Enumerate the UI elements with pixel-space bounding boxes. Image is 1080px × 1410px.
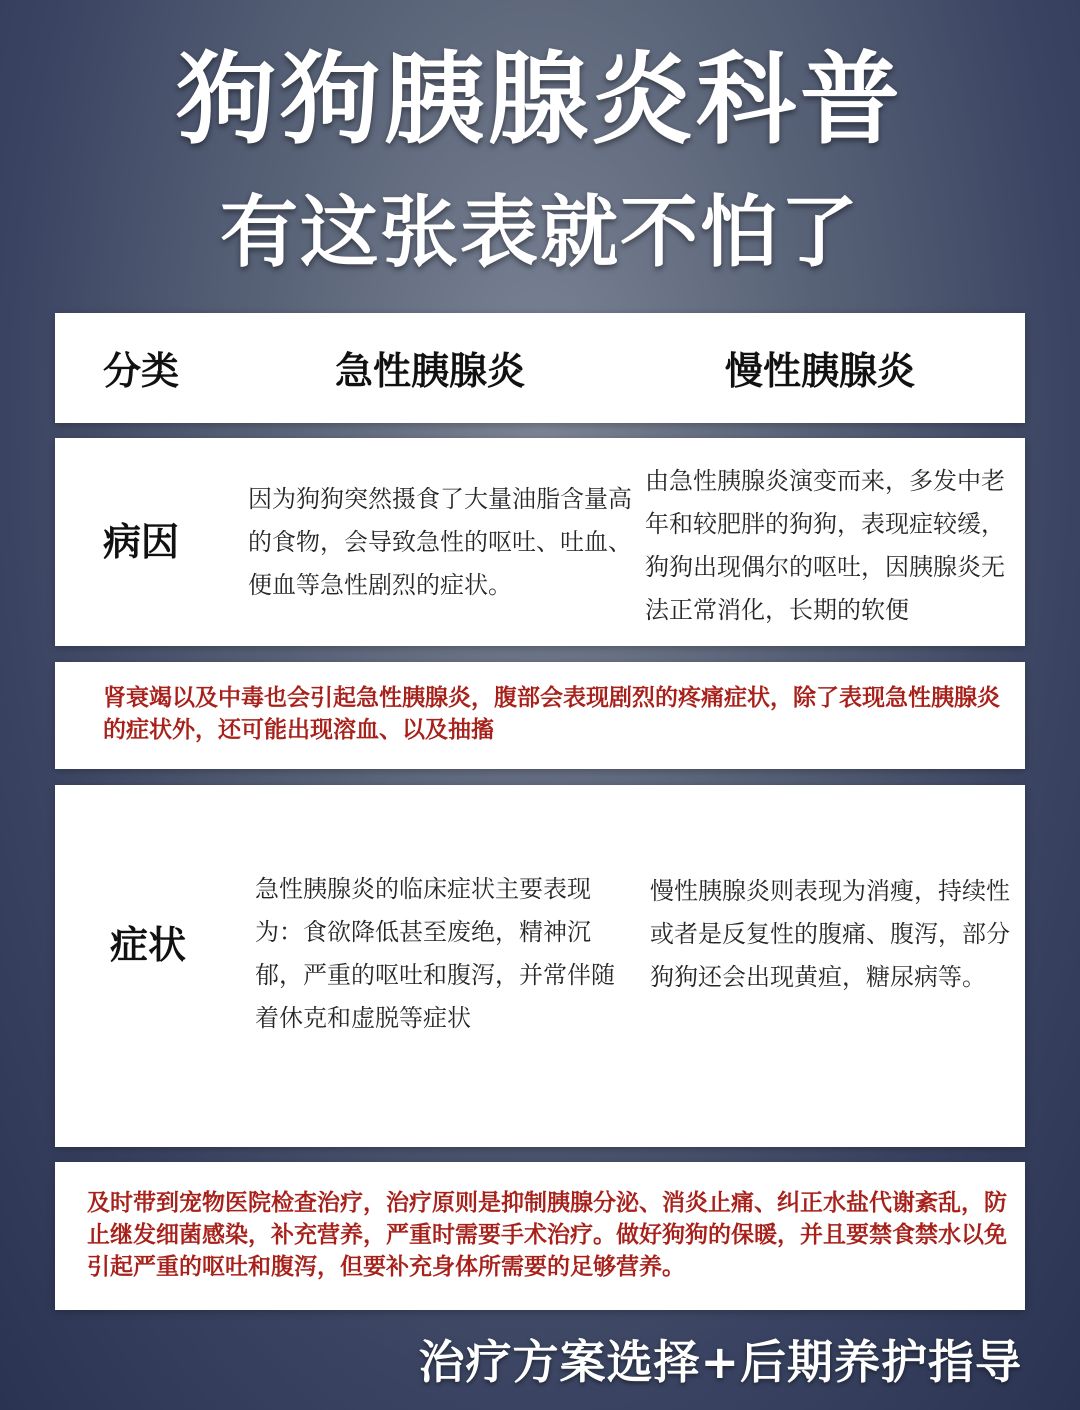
note-text: 肾衰竭以及中毒也会引起急性胰腺炎，腹部会表现剧烈的疼痛症状，除了表现急性胰腺炎的症状外，还可能出现溶血、以及抽搐 [103,685,1000,743]
cause-label: 病因 [103,520,180,564]
page-title: 狗狗胰腺炎科普 [176,41,904,158]
header-chronic-label: 慢性胰腺炎 [725,349,916,393]
cause-row [55,438,1025,646]
symptom-acute-text: 急性胰腺炎的临床症状主要表现为：食欲降低甚至废绝，精神沉郁，严重的呕吐和腹泻，并常伴随着休克和虚脱等症状 [255,875,615,1032]
cause-acute-text: 因为狗狗突然摄食了大量油脂含量高的食物，会导致急性的呕吐、吐血、便血等急性剧烈的症状。 [248,485,632,599]
treatment-text: 及时带到宠物医院检查治疗，治疗原则是抑制胰腺分泌、消炎止痛、纠正水盐代谢紊乱，防止继发细菌感染，补充营养，严重时需要手术治疗。做好狗狗的保暖，并且要禁食禁水以免引起严重的呕吐和腹泻，但要补充身体所需要的足够营养。 [87,1190,1007,1280]
treatment-row [55,1162,1025,1310]
symptom-row [55,785,1025,1147]
cause-chronic-text: 由急性胰腺炎演变而来，多发中老年和较肥胖的狗狗，表现症较缓，狗狗出现偶尔的呕吐，因胰腺炎无法正常消化，长期的软便 [645,467,1005,624]
page-subtitle: 有这张表就不怕了 [219,188,860,278]
note-row [55,662,1025,769]
table-header-row [55,313,1025,423]
symptom-label: 症状 [110,923,187,967]
header-category-label: 分类 [103,349,180,393]
symptom-chronic-text: 慢性胰腺炎则表现为消瘦，持续性或者是反复性的腹痛、腹泻，部分狗狗还会出现黄疸，糖尿病等。 [650,877,1010,991]
footer-tagline: 治疗方案选择+后期养护指导 [418,1335,1022,1389]
header-acute-label: 急性胰腺炎 [335,349,526,393]
